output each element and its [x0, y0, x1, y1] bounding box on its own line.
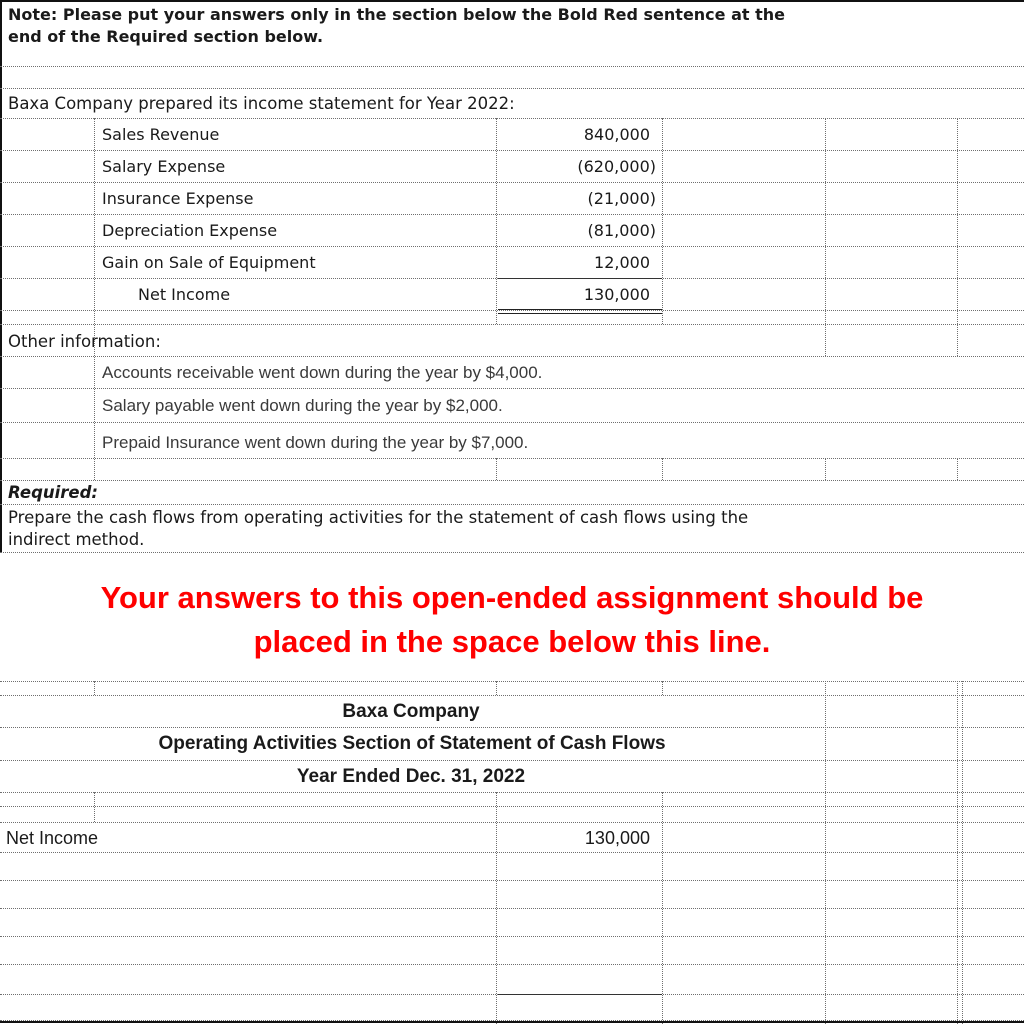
grid-line	[0, 324, 1024, 325]
answer-grid-col	[662, 792, 663, 1024]
required-line-1: Prepare the cash flows from operating activities for the statement of cash flows using the	[8, 508, 749, 527]
required-heading: Required:	[8, 483, 99, 502]
net-income-top-rule	[498, 278, 662, 279]
grid-line	[0, 356, 1024, 357]
grid-col	[957, 118, 958, 356]
answer-instruction-line-1: Your answers to this open-ended assignment should be	[100, 580, 924, 615]
note-line-1: Note: Please put your answers only in the section below the Bold Red sentence at the	[8, 5, 785, 24]
answer-total-cell[interactable]	[664, 881, 824, 907]
answer-grid-col	[94, 792, 95, 822]
grid-line	[0, 118, 1024, 119]
answer-label-cell[interactable]	[2, 881, 494, 907]
sheet-left-border	[0, 0, 2, 552]
answer-amount-cell[interactable]	[498, 965, 660, 993]
grid-col	[496, 118, 497, 324]
is-label-gain: Gain on Sale of Equipment	[102, 253, 316, 272]
answer-label-cell[interactable]	[2, 853, 494, 879]
other-info-heading: Other information:	[8, 332, 161, 351]
answer-statement-title: Operating Activities Section of Statement of Cash Flows	[158, 733, 666, 754]
is-label-depreciation: Depreciation Expense	[102, 221, 278, 240]
other-info-item: Accounts receivable went down during the year by $4,000.	[102, 363, 543, 382]
answer-label-cell[interactable]	[2, 937, 494, 963]
is-value-depreciation: (81,000)	[587, 221, 656, 240]
grid-col	[94, 118, 95, 480]
grid-col	[496, 458, 497, 480]
answer-grid-col	[962, 681, 963, 1024]
answer-grid-col	[662, 681, 663, 695]
answer-amount-cell[interactable]	[498, 881, 660, 907]
is-label-salary: Salary Expense	[102, 157, 226, 176]
other-info-item: Prepaid Insurance went down during the year by $7,000.	[102, 433, 529, 452]
answer-amount-cell[interactable]	[498, 853, 660, 879]
is-label-insurance: Insurance Expense	[102, 189, 254, 208]
grid-line	[0, 246, 1024, 247]
note-line-2: end of the Required section below.	[8, 27, 324, 46]
answer-net-income-value: 130,000	[584, 828, 650, 848]
intro-text: Baxa Company prepared its income statement for Year 2022:	[8, 94, 515, 113]
is-label-net-income: Net Income	[138, 285, 231, 304]
grid-line	[0, 422, 1024, 423]
answer-total-cell[interactable]	[664, 853, 824, 879]
answer-grid-col	[825, 681, 826, 1024]
grid-col	[662, 118, 663, 324]
bottom-border	[0, 1021, 1024, 1023]
grid-col	[825, 458, 826, 480]
answer-grid-line	[0, 727, 1024, 728]
is-value-net-income: 130,000	[583, 285, 650, 304]
answer-grid-col	[94, 681, 95, 695]
grid-line	[0, 504, 1024, 505]
is-value-gain: 12,000	[594, 253, 650, 272]
grid-line	[0, 552, 1024, 553]
grid-line	[0, 88, 1024, 89]
answer-total-rule	[498, 994, 662, 995]
grid-col	[957, 458, 958, 480]
answer-instruction-line-2: placed in the space below this line.	[253, 624, 771, 659]
answer-grid-col	[496, 681, 497, 695]
grid-line	[0, 480, 1024, 481]
is-label-sales: Sales Revenue	[102, 125, 220, 144]
answer-grid-line	[0, 806, 1024, 807]
is-value-salary: (620,000)	[577, 157, 656, 176]
grid-col	[825, 118, 826, 356]
grid-line	[0, 388, 1024, 389]
other-info-item: Salary payable went down during the year by $2,000.	[102, 396, 503, 415]
answer-grid-line	[0, 681, 1024, 682]
is-value-sales: 840,000	[583, 125, 650, 144]
answer-grid-line	[0, 695, 1024, 696]
answer-grid-line	[0, 822, 1024, 823]
answer-grid-col	[496, 792, 497, 1024]
grid-line	[0, 458, 1024, 459]
required-line-2: indirect method.	[8, 530, 145, 549]
answer-grid-line	[0, 760, 1024, 761]
grid-line	[0, 66, 1024, 67]
answer-total-cell[interactable]	[664, 965, 824, 993]
answer-grid-line	[0, 792, 1024, 793]
answer-amount-cell[interactable]	[498, 937, 660, 963]
answer-net-income-label: Net Income	[6, 828, 99, 848]
net-income-double-rule	[498, 309, 662, 314]
answer-label-cell[interactable]	[2, 909, 494, 935]
answer-label-cell[interactable]	[2, 965, 494, 993]
grid-col	[662, 458, 663, 480]
grid-line	[0, 182, 1024, 183]
is-value-insurance: (21,000)	[587, 189, 656, 208]
answer-grid-col	[957, 681, 958, 1024]
grid-line	[0, 214, 1024, 215]
answer-total-cell[interactable]	[664, 909, 824, 935]
answer-company-name: Baxa Company	[342, 701, 480, 722]
grid-line	[0, 150, 1024, 151]
answer-total-cell[interactable]	[664, 937, 824, 963]
answer-period: Year Ended Dec. 31, 2022	[296, 766, 526, 787]
answer-amount-cell[interactable]	[498, 909, 660, 935]
